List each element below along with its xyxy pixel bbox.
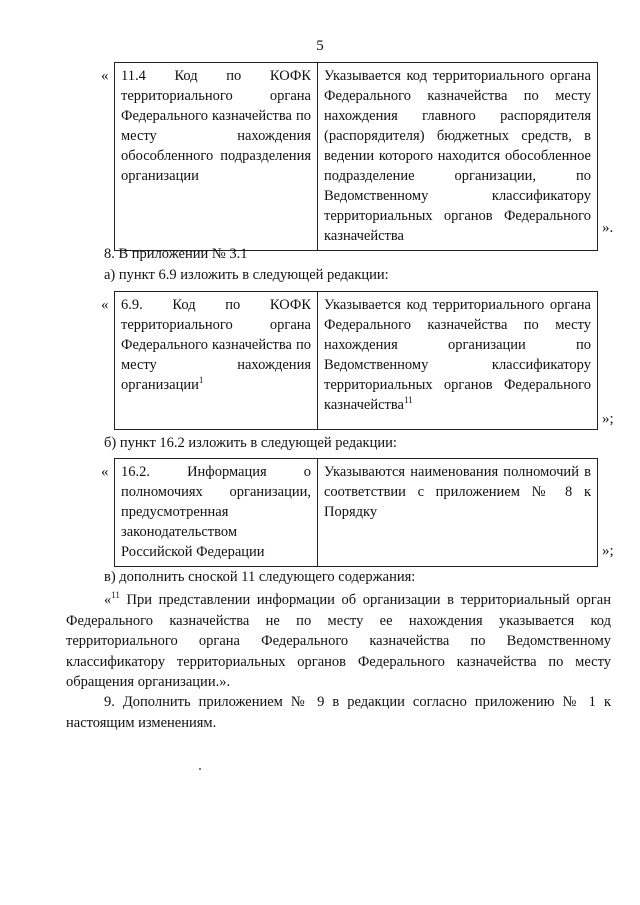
table2-open-quote: « [101, 297, 109, 313]
scan-speck [199, 768, 201, 770]
table3-open-quote: « [101, 464, 109, 480]
item-a-text: а) пункт 6.9 изложить в следующей редакции: [104, 267, 389, 283]
page-number: 5 [316, 38, 324, 54]
item-b-text: б) пункт 16.2 изложить в следующей редакции: [104, 435, 397, 451]
table1-open-quote: « [101, 68, 109, 84]
table2-close-quote: »; [602, 411, 614, 427]
footnote-paragraph [66, 590, 611, 693]
table1-right-cell: Указывается код территориального органа Федерального казначейства по месту нахождения главного распорядителя (распорядителя) бюджетных средств, в ведении которого находится обособленное подразделение организации, по Ведомственному классификатору территориальных органов Федерального казначейства [318, 63, 598, 251]
table1-left-cell: 11.4 Код по КОФК территориального органа Федерального казначейства по месту нахождения обособленного подразделения организации [115, 63, 318, 251]
table2-right-cell [318, 292, 598, 430]
table1 [114, 62, 598, 251]
footnote-open-quote: « [104, 592, 112, 608]
table3-close-quote: »; [602, 543, 614, 559]
table3-right-cell: Указываются наименования полномочий в соответствии с приложением № 8 к Порядку [318, 459, 598, 567]
table2-left-footnote-mark: 1 [198, 375, 204, 386]
footnote-text: При представлении информации об организации в территориальный орган Федерального казначейства не по месту ее нахождения указывается код территориального органа Федерального казначейства по Ведомственному классификатору территориальных органов Федерального казначейства по месту обращения организации.». [66, 592, 611, 690]
table2-right-footnote-mark: 11 [403, 395, 413, 406]
footnote-number: 11 [111, 590, 120, 601]
item-v-text: в) дополнить сноской 11 следующего содержания: [104, 569, 416, 585]
table2-left-cell [115, 292, 318, 430]
table1-close-quote: ». [602, 220, 614, 236]
item-9-paragraph: 9. Дополнить приложением № 9 в редакции согласно приложению № 1 к настоящим изменениям. [66, 694, 611, 731]
table2-left-text: 6.9. Код по КОФК территориального органа Федерального казначейства по месту нахождения организации [121, 297, 311, 393]
table3 [114, 458, 598, 567]
table2-right-text: Указывается код территориального органа Федерального казначейства по месту нахождения организации по Ведомственному классификатору территориальных органов Федерального казначейства [324, 297, 591, 413]
table3-left-cell: 16.2. Информация о полномочиях организации, предусмотренная законодательством Российской Федерации [115, 459, 318, 567]
table2 [114, 291, 598, 430]
item-8-heading: 8. В приложении № 3.1 [104, 246, 248, 262]
